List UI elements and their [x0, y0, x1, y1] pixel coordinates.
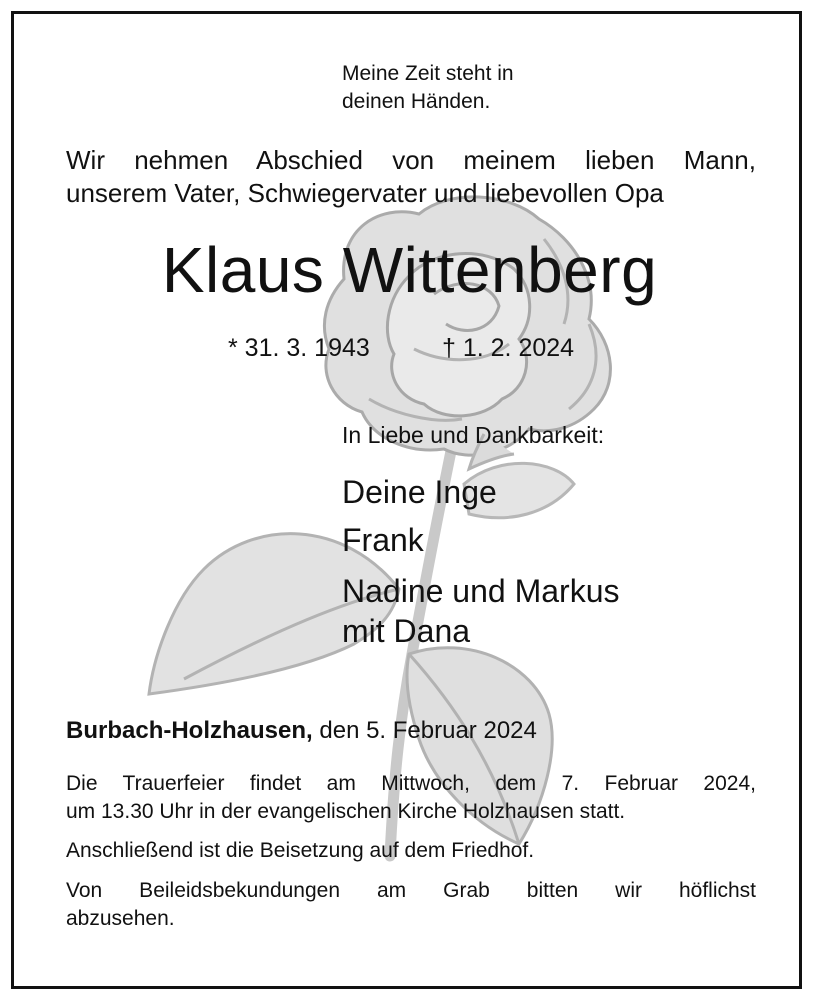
signatory: mit Dana — [342, 613, 471, 649]
intro-line-2: unserem Vater, Schwiegervater und liebevollen Opa — [66, 178, 664, 208]
love-and-gratitude-line: In Liebe und Dankbarkeit: — [342, 422, 605, 448]
signatory: Deine Inge — [342, 474, 497, 510]
condolence-note-line-2: abzusehen. — [66, 907, 175, 930]
signatory: Nadine und Markus — [342, 573, 620, 609]
deceased-name: Klaus Wittenberg — [161, 234, 658, 306]
birth-date: * 31. 3. 1943 — [228, 334, 370, 362]
death-date: † 1. 2. 2024 — [442, 334, 575, 362]
motto-line-2: deinen Händen. — [342, 90, 491, 113]
place-and-date — [66, 715, 537, 747]
burial-info: Anschließend ist die Beisetzung auf dem Friedhof. — [66, 839, 535, 862]
funeral-info-line-1: Die Trauerfeier findet am Mittwoch, dem 7. Februar 2024, — [66, 772, 756, 795]
notice-date: den 5. Februar 2024 — [312, 717, 537, 744]
motto-line-1: Meine Zeit steht in — [342, 62, 514, 85]
funeral-info-line-2: um 13.30 Uhr in der evangelischen Kirche Holzhausen statt. — [66, 800, 626, 823]
place-name: Burbach-Holzhausen, — [66, 717, 313, 744]
intro-line-1: Wir nehmen Abschied von meinem lieben Mann, — [66, 145, 756, 175]
condolence-note-line-1: Von Beileidsbekundungen am Grab bitten wir höflichst — [66, 879, 756, 902]
obituary-frame — [11, 11, 802, 989]
signatory: Frank — [342, 522, 424, 558]
